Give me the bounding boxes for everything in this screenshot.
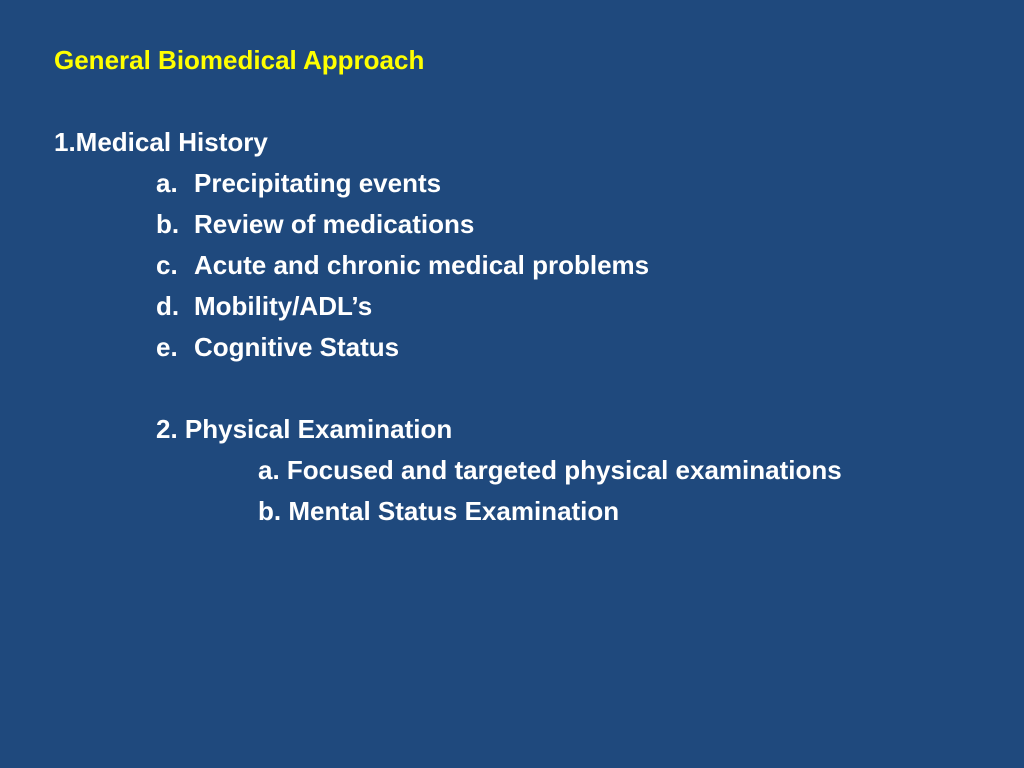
list-item-text: Cognitive Status [194,332,400,362]
medical-history-list [156,165,649,370]
list-marker: a. [156,168,178,198]
list-marker: e. [156,332,178,362]
list-item-text: Precipitating events [194,168,442,198]
list-item [156,329,649,370]
section-heading-medical-history: 1.Medical History [54,127,268,157]
list-marker: d. [156,291,180,321]
list-item [156,206,649,247]
physical-examination-list [258,452,842,534]
section-heading-physical-examination: 2. Physical Examination [156,414,453,444]
list-item [156,165,649,206]
list-marker: c. [156,250,178,280]
list-item [156,288,649,329]
list-item: a. Focused and targeted physical examinations [258,455,842,485]
list-item-text: Mobility/ADL’s [194,291,373,321]
slide-title: General Biomedical Approach [54,45,425,75]
list-item: b. Mental Status Examination [258,496,620,526]
list-marker: b. [156,209,180,239]
list-item-text: Review of medications [194,209,475,239]
list-item-text: Acute and chronic medical problems [194,250,650,280]
list-item [156,247,649,288]
